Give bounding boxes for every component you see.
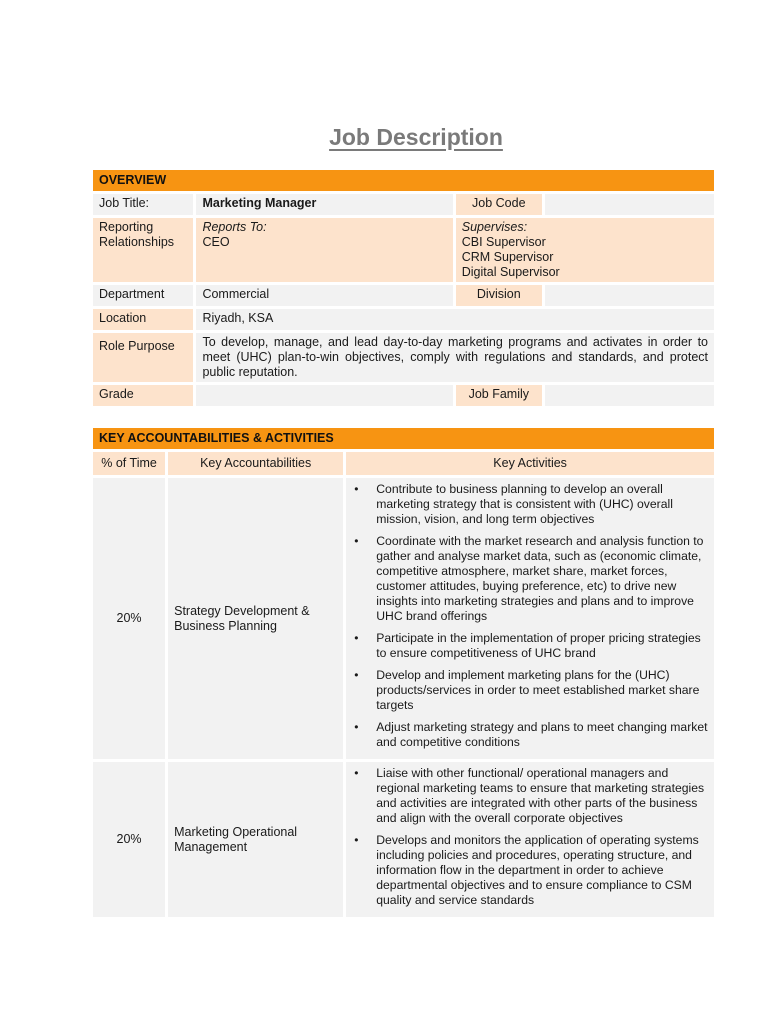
job-title-value: Marketing Manager xyxy=(196,194,452,215)
time-percent: 20% xyxy=(93,762,165,917)
col-accountabilities-header: Key Accountabilities xyxy=(168,452,343,475)
page-title: Job Description xyxy=(329,124,503,150)
grade-row xyxy=(93,385,714,406)
grade-value xyxy=(196,385,452,406)
key-accountabilities-table xyxy=(90,425,717,920)
list-item: • Coordinate with the market research and analysis function to gather and analyse market data, such as (economic climate, competitive atmosphere, market share, market forces, customer attitudes, buying preference, etc) to drive new insights into marketing strategies and plans and to improve UHC brand offerings xyxy=(376,534,708,624)
grade-label: Grade xyxy=(93,385,193,406)
role-purpose-label: Role Purpose xyxy=(93,333,193,382)
job-title-label: Job Title: xyxy=(93,194,193,215)
division-label: Division xyxy=(456,285,542,306)
time-percent: 20% xyxy=(93,478,165,759)
list-item: • Participate in the implementation of proper pricing strategies to ensure competitiveness of UHC brand xyxy=(376,631,708,661)
job-family-value xyxy=(545,385,714,406)
list-item: • Contribute to business planning to develop an overall marketing strategy that is consistent with (UHC) overall mission, vision, and long term objectives xyxy=(376,482,708,527)
reports-to-label: Reports To: xyxy=(202,220,267,234)
supervises-item: Digital Supervisor xyxy=(461,265,560,279)
supervises-item: CBI Supervisor xyxy=(461,235,546,249)
accountability: Marketing Operational Management xyxy=(168,762,343,917)
activities-cell xyxy=(346,762,714,917)
list-item: • Develops and monitors the application of operating systems including policies and procedures, operating structure, and information flow in the department in order to achieve departmental objectives and to ensure compliance to CSM quality and service standards xyxy=(376,833,708,908)
job-code-label: Job Code xyxy=(456,194,542,215)
col-activities-header: Key Activities xyxy=(346,452,714,475)
kaa-header-row xyxy=(93,428,714,449)
job-title-row xyxy=(93,194,714,215)
department-row xyxy=(93,285,714,306)
list-item: • Liaise with other functional/ operational managers and regional marketing teams to ensure that marketing strategies and activities are integrated with other parts of the business and align with the overall corporate objectives xyxy=(376,766,708,826)
overview-header: OVERVIEW xyxy=(93,170,714,191)
location-row xyxy=(93,309,714,330)
job-family-label: Job Family xyxy=(456,385,542,406)
reports-to-value: CEO xyxy=(202,235,230,249)
reporting-row xyxy=(93,218,714,282)
accountability: Strategy Development & Business Planning xyxy=(168,478,343,759)
reports-to-cell xyxy=(196,218,452,282)
list-item: • Adjust marketing strategy and plans to meet changing market and competitive conditions xyxy=(376,720,708,750)
overview-header-row xyxy=(93,170,714,191)
location-label: Location xyxy=(93,309,193,330)
kaa-header: KEY ACCOUNTABILITIES & ACTIVITIES xyxy=(93,428,714,449)
job-code-value xyxy=(545,194,714,215)
department-label: Department xyxy=(93,285,193,306)
location-value: Riyadh, KSA xyxy=(196,309,714,330)
department-value: Commercial xyxy=(196,285,452,306)
role-purpose-value: To develop, manage, and lead day-to-day marketing programs and activates in order to meet (UHC) plan-to-win objectives, comply with regulations and standards, and protect public reputation. xyxy=(196,333,714,382)
kaa-column-headers xyxy=(93,452,714,475)
table-row xyxy=(93,478,714,759)
col-time-header: % of Time xyxy=(93,452,165,475)
supervises-item: CRM Supervisor xyxy=(461,250,554,264)
list-item: • Develop and implement marketing plans for the (UHC) products/services in order to meet established market share targets xyxy=(376,668,708,713)
division-value xyxy=(545,285,714,306)
table-row xyxy=(93,762,714,917)
role-purpose-row xyxy=(93,333,714,382)
supervises-cell xyxy=(456,218,714,282)
overview-table xyxy=(90,167,717,409)
activities-list xyxy=(352,766,708,908)
activities-cell xyxy=(346,478,714,759)
reporting-label: Reporting Relationships xyxy=(93,218,193,282)
activities-list xyxy=(352,482,708,750)
supervises-label: Supervises: xyxy=(461,220,528,234)
